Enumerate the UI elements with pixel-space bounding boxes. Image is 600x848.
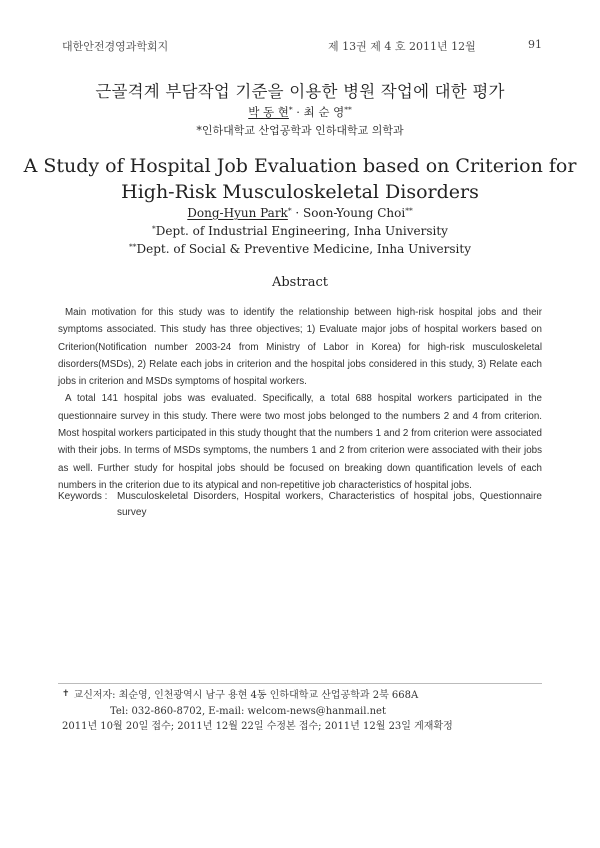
korean-author-1: 박 동 현 (248, 105, 289, 119)
corresponding-author-line (62, 687, 542, 704)
journal-name: 대한안전경영과학회지 (62, 40, 169, 53)
english-author-separator: · (291, 206, 304, 220)
english-authors (0, 206, 600, 220)
korean-authors (0, 104, 600, 120)
korean-title: 근골격계 부담작업 기준을 이용한 병원 작업에 대한 평가 (95, 82, 505, 101)
korean-author-1-mark: * (288, 105, 293, 114)
footnotes (62, 687, 542, 735)
keywords (58, 489, 542, 521)
english-title (0, 153, 600, 205)
dagger-mark: ✝ (62, 689, 70, 699)
english-author-2-mark: ** (405, 206, 413, 215)
abstract-body (58, 304, 542, 494)
abstract-heading: Abstract (271, 275, 329, 290)
running-header (62, 38, 542, 54)
abstract-paragraph-1: Main motivation for this study was to identify the relationship between high-risk hospital jobs and their symptoms associated. This study has three objectives; 1) Evaluate major jobs of hospital workers based on Criterion(Notification number 2003-24 from Ministry of Labor in Korea) for high-risk musculoskeletal disorders(MSDs), 2) Relate each jobs in criterion and the hospital jobs considered in this study, 3) Relate each jobs in criterion and MSDs symptoms of hospital workers. (58, 307, 542, 388)
english-affiliation-1 (0, 224, 600, 238)
korean-affiliation: *인하대학교 산업공학과 인하대학교 의학과 (196, 124, 404, 137)
footnote-divider (58, 683, 542, 684)
english-affiliation-2 (0, 242, 600, 256)
korean-author-2-mark: ** (344, 105, 352, 114)
affiliation-2-text: Dept. of Social & Preventive Medicine, Inha University (136, 242, 471, 256)
affiliation-1-text: Dept. of Industrial Engineering, Inha University (155, 224, 448, 238)
issue-info: 제 13권 제 4 호 2011년 12월 (328, 40, 476, 53)
english-title-line-2: High-Risk Musculoskeletal Disorders (121, 181, 479, 203)
english-author-1-mark: * (287, 206, 292, 215)
corresponding-author-text: 교신저자: 최순영, 인천광역시 남구 용현 4동 인하대학교 산업공학과 2북 668A (73, 690, 419, 701)
keywords-text: Musculoskeletal Disorders, Hospital workers, Characteristics of hospital jobs, Questionnaire survey (117, 491, 542, 518)
abstract-paragraph-2: A total 141 hospital jobs was evaluated. Specifically, a total 688 hospital workers participated in the questionnaire survey in this study. There were two most jobs belonged to the numbers 2 and 4 from criterion. Most hospital workers participated in this study thought that the numbers 1 and 2 from criterion were associated with their jobs. In terms of MSDs symptoms, the numbers 1 and 2 from criterion were associated with their jobs as well. Further study for hospital jobs should be focused on breaking down quantification levels of each numbers in the criterion due to its atypical and non-repetitive job characteristics of hospital jobs. (58, 393, 542, 491)
affiliation-1-mark: * (152, 224, 156, 233)
keywords-label: Keywords : (58, 491, 108, 502)
korean-author-2: 최 순 영 (303, 105, 345, 119)
received-dates-line: 2011년 10월 20일 접수; 2011년 12월 22일 수정본 접수; 2011년 12월 23일 게재확정 (62, 721, 453, 732)
english-author-1: Dong-Hyun Park (187, 206, 288, 220)
english-title-line-1: A Study of Hospital Job Evaluation based on Criterion for (23, 155, 577, 177)
contact-line: Tel: 032-860-8702, E-mail: welcom-news@hanmail.net (110, 705, 386, 717)
english-author-2: Soon-Young Choi (303, 206, 406, 220)
affiliation-2-mark: ** (128, 242, 137, 251)
korean-author-separator: · (296, 105, 300, 119)
page-number: 91 (528, 38, 542, 51)
